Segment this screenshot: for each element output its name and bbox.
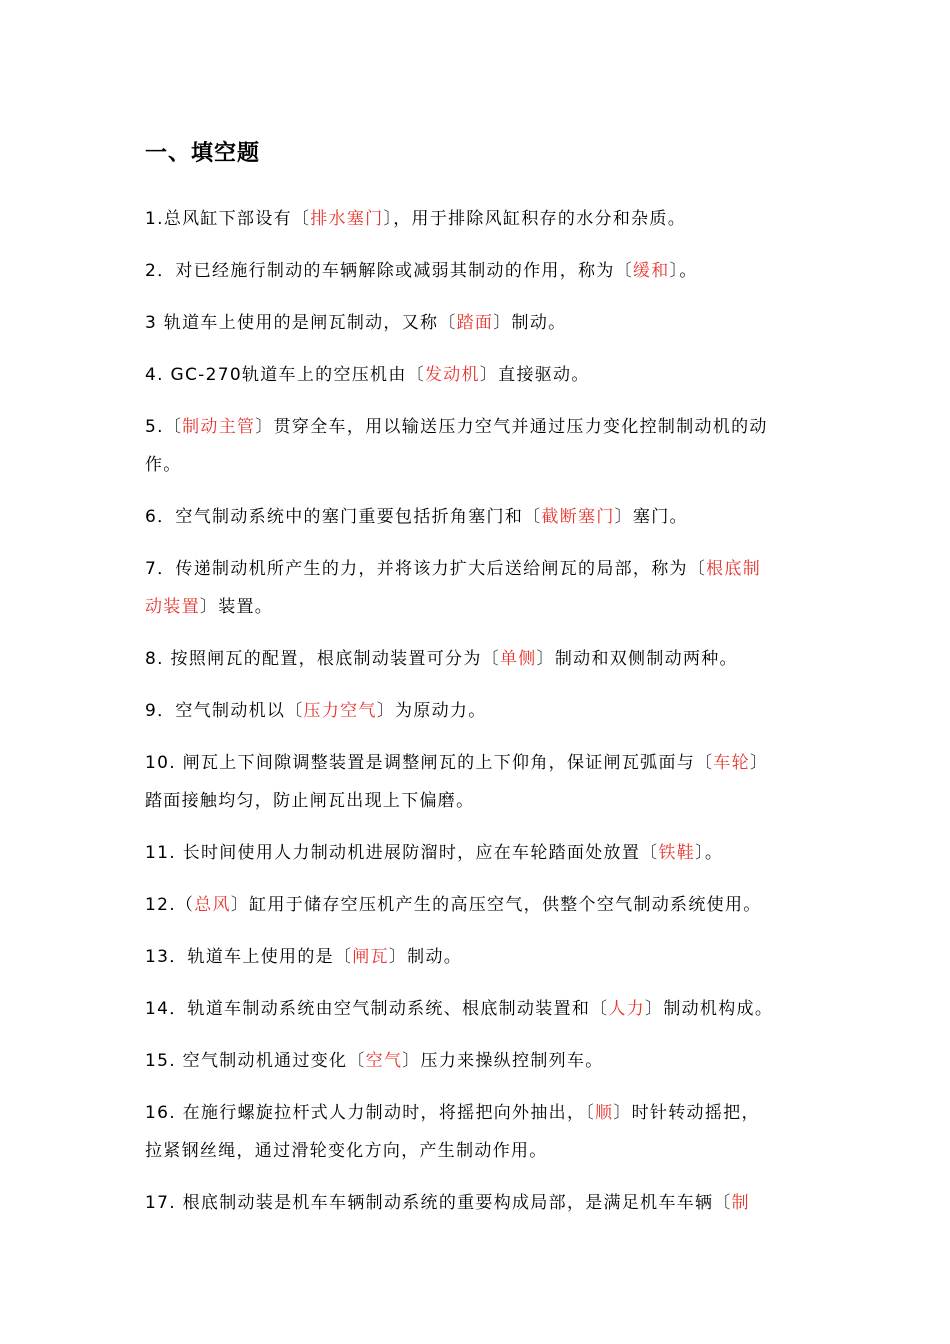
answer-text: 人力 <box>608 999 646 1019</box>
question-text: 14．轨道车制动系统由空气制动系统、根底制动装置和〔 <box>145 999 609 1019</box>
question-line <box>145 550 815 588</box>
question-line <box>145 304 815 342</box>
question-line <box>145 1042 815 1080</box>
question-line <box>145 200 815 238</box>
question-text: 16. 在施行螺旋拉杆式人力制动时，将摇把向外抽出，〔 <box>145 1103 596 1123</box>
question-item <box>145 834 815 872</box>
question-text: 17. 根底制动装是机车车辆制动系统的重要构成局部，是满足机车车辆〔 <box>145 1193 732 1213</box>
question-text: 12.（ <box>145 895 195 915</box>
question-line <box>145 744 815 782</box>
question-item <box>145 886 815 924</box>
question-line <box>145 938 815 976</box>
question-text: 3 轨道车上使用的是闸瓦制动，又称〔 <box>145 313 457 333</box>
question-line <box>145 252 815 290</box>
question-list <box>145 200 815 1236</box>
answer-text: 顺 <box>595 1103 614 1123</box>
question-text: 〕直接驱动。 <box>479 365 590 385</box>
question-text: 〕 <box>749 753 769 773</box>
answer-text: 截断塞门 <box>541 507 615 527</box>
answer-text: 空气 <box>365 1051 403 1071</box>
question-text: 〕贯穿全车，用以输送压力空气并通过压力变化控制制动机的动 <box>255 417 768 437</box>
question-item <box>145 744 815 820</box>
question-text: 拉紧钢丝绳，通过滑轮变化方向，产生制动作用。 <box>145 1141 548 1161</box>
question-text: 踏面接触均匀，防止闸瓦出现上下偏磨。 <box>145 791 475 811</box>
answer-text: 单侧 <box>499 649 537 669</box>
question-text: 13．轨道车上使用的是〔 <box>145 947 353 967</box>
question-text: 〕塞门。 <box>614 507 688 527</box>
question-item <box>145 408 815 484</box>
question-text: 7．传递制动机所产生的力，并将该力扩大后送给闸瓦的局部，称为〔 <box>145 559 707 579</box>
question-text: 〕为原动力。 <box>376 701 487 721</box>
question-text: 5.〔 <box>145 417 183 437</box>
question-text: 〕，用于排除风缸积存的水分和杂质。 <box>383 209 687 229</box>
question-text: 1.总风缸下部设有〔 <box>145 209 311 229</box>
answer-text: 发动机 <box>424 365 480 385</box>
answer-text: 根底制 <box>706 559 762 579</box>
question-item <box>145 938 815 976</box>
question-line <box>145 498 815 536</box>
answer-text: 总风 <box>194 895 231 915</box>
question-line <box>145 782 815 820</box>
question-item <box>145 200 815 238</box>
question-text: 〕。 <box>669 261 698 281</box>
question-text: 〕制动。 <box>388 947 463 967</box>
question-line <box>145 1094 815 1132</box>
question-item <box>145 1094 815 1170</box>
answer-text: 闸瓦 <box>352 947 389 967</box>
question-item <box>145 692 815 730</box>
question-text: 〕压力来操纵控制列车。 <box>402 1051 604 1071</box>
question-text: 〕制动机构成。 <box>645 999 774 1019</box>
question-text: 〕制动。 <box>493 313 567 333</box>
question-line <box>145 640 815 678</box>
question-text: 〕制动和双侧制动两种。 <box>536 649 738 669</box>
question-item <box>145 252 815 290</box>
section-title: 一、填空题 <box>145 141 261 166</box>
question-text: 作。 <box>145 455 182 475</box>
question-item <box>145 304 815 342</box>
question-text: 6．空气制动系统中的塞门重要包括折角塞门和〔 <box>145 507 542 527</box>
question-line <box>145 990 815 1028</box>
question-text: 〕。 <box>695 843 724 863</box>
question-line <box>145 834 815 872</box>
answer-text: 制动主管 <box>182 417 256 437</box>
answer-text: 踏面 <box>456 313 494 333</box>
question-text: 9．空气制动机以〔 <box>145 701 304 721</box>
answer-text: 缓和 <box>632 261 670 281</box>
question-line <box>145 1184 815 1222</box>
answer-text: 动装置 <box>145 597 200 617</box>
question-text: 4. GC-270轨道车上的空压机由〔 <box>145 365 425 385</box>
question-item <box>145 356 815 394</box>
question-item <box>145 1184 815 1222</box>
question-text: 8. 按照闸瓦的配置，根底制动装置可分为〔 <box>145 649 500 669</box>
question-text: 〕装置。 <box>199 597 274 617</box>
question-item <box>145 640 815 678</box>
question-text: 11. 长时间使用人力制动机进展防溜时，应在车轮踏面处放置〔 <box>145 843 659 863</box>
question-line <box>145 1132 815 1170</box>
question-text: 〕缸用于储存空压机产生的高压空气，供整个空气制动系统使用。 <box>230 895 762 915</box>
answer-text: 制 <box>731 1193 750 1213</box>
answer-text: 铁鞋 <box>658 843 696 863</box>
question-text: 10. 闸瓦上下间隙调整装置是调整闸瓦的上下仰角，保证闸瓦弧面与〔 <box>145 753 714 773</box>
question-line <box>145 356 815 394</box>
answer-text: 压力空气 <box>303 701 377 721</box>
question-line <box>145 446 815 484</box>
question-line <box>145 886 815 924</box>
question-line <box>145 588 815 626</box>
question-text: 2．对已经施行制动的车辆解除或减弱其制动的作用，称为〔 <box>145 261 633 281</box>
question-item <box>145 990 815 1028</box>
question-line <box>145 692 815 730</box>
answer-text: 排水塞门 <box>310 209 384 229</box>
question-item <box>145 550 815 626</box>
question-item <box>145 498 815 536</box>
answer-text: 车轮 <box>713 753 750 773</box>
question-text: 〕时针转动摇把， <box>613 1103 760 1123</box>
question-line <box>145 408 815 446</box>
question-text: 15. 空气制动机通过变化〔 <box>145 1051 366 1071</box>
question-item <box>145 1042 815 1080</box>
